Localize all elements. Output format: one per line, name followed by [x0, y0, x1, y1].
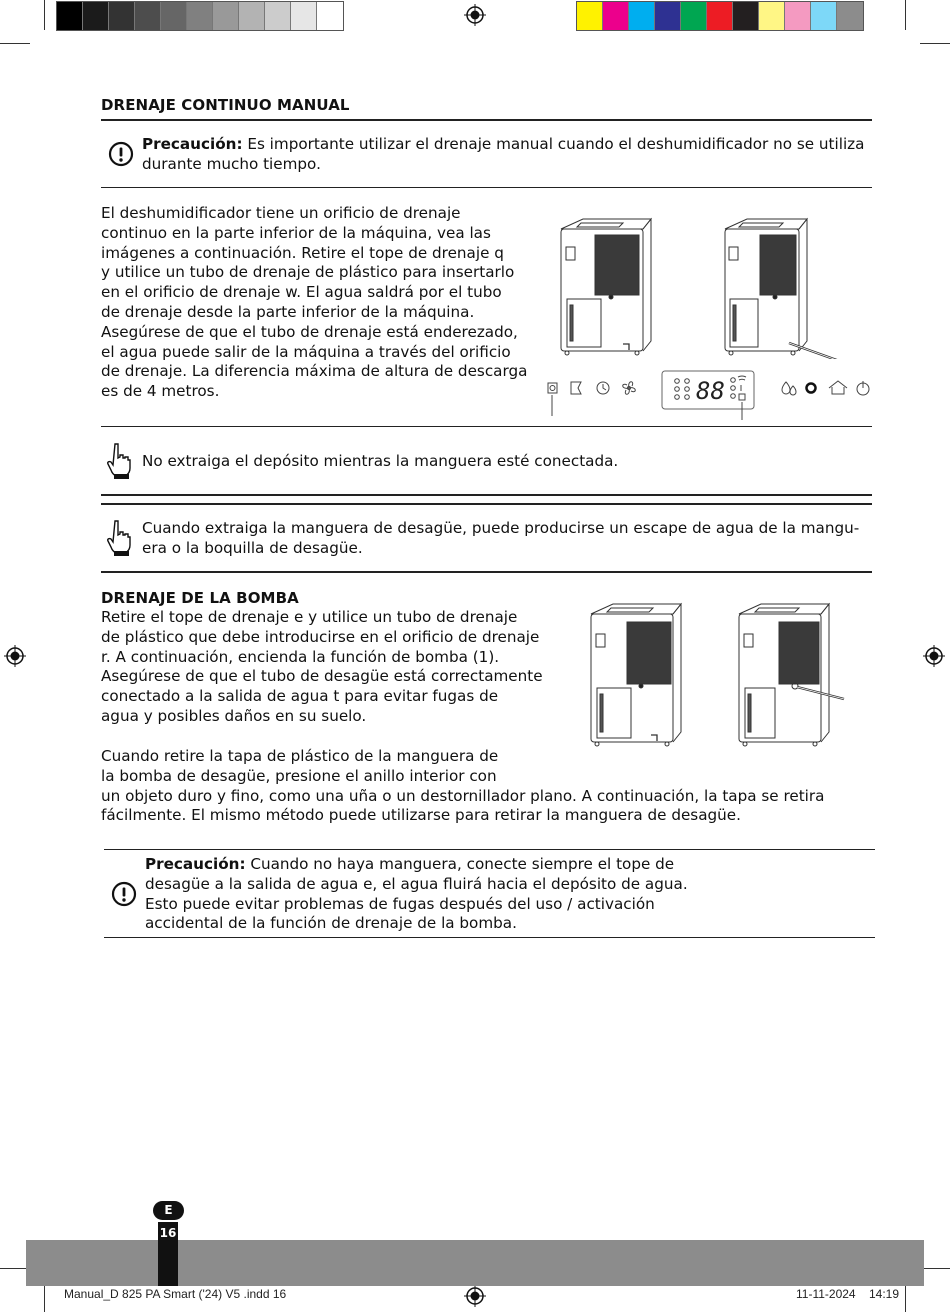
note-line: Cuando extraiga la manguera de desagüe, puede producirse un escape de agua de la mangu-: [142, 519, 860, 537]
slug-date: 11-11-2024: [796, 1287, 856, 1301]
process-swatch: [577, 2, 603, 30]
pointing-hand-icon: [106, 442, 132, 480]
control-panel-illustration: [544, 366, 874, 420]
caution-line: durante mucho tiempo.: [142, 154, 321, 173]
caution-line: Es importante utilizar el drenaje manual cuando el deshumidificador no se utiliza: [242, 135, 865, 153]
body-line: el agua puede salir de la máquina a través del orificio: [101, 342, 511, 361]
body-line: y utilice un tubo de drenaje de plástico para insertarlo: [101, 263, 515, 282]
body-line: en el orificio de drenaje w. El agua saldrá por el tubo: [101, 283, 502, 302]
crop-mark: [0, 43, 30, 44]
registration-mark-icon: [4, 645, 26, 667]
registration-mark-icon: [923, 645, 945, 667]
crop-mark: [920, 43, 950, 44]
note-hose-text: [142, 519, 859, 559]
body-line: r. A continuación, encienda la función de bomba (1).: [101, 647, 500, 666]
gray-swatch: [265, 2, 291, 30]
process-swatch: [707, 2, 733, 30]
dehumidifier-rear-illustration: [553, 213, 853, 359]
caution-label: Precaución:: [142, 135, 243, 153]
divider: [101, 503, 872, 505]
body-line: un objeto duro y fino, como una uña o un destornillador plano. A continuación, la tapa se retira: [101, 786, 825, 805]
note-tank-text: No extraiga el depósito mientras la manguera esté conectada.: [142, 452, 619, 470]
gray-swatch: [135, 2, 161, 30]
gray-swatch: [83, 2, 109, 30]
slug-file-name: Manual_D 825 PA Smart ('24) V5 .indd 16: [64, 1287, 287, 1301]
body-line: la bomba de desagüe, presione el anillo interior con: [101, 766, 497, 785]
gray-swatch: [161, 2, 187, 30]
process-swatch: [655, 2, 681, 30]
body-line: Asegúrese de que el tubo de drenaje está enderezado,: [101, 322, 518, 341]
note-line: era o la boquilla de desagüe.: [142, 538, 363, 557]
caution-line: desagüe a la salida de agua e, el agua fluirá hacia el depósito de agua.: [145, 874, 688, 893]
caution-icon: [111, 881, 137, 907]
caution-line: Cuando no haya manguera, conecte siempre el tope de: [245, 855, 675, 873]
process-swatch: [733, 2, 759, 30]
crop-mark: [905, 0, 906, 30]
language-badge: E: [153, 1201, 184, 1220]
body-line: Asegúrese de que el tubo de desagüe está correctamente: [101, 667, 543, 686]
body-text-pump-drain: [101, 608, 543, 727]
caution-label: Precaución:: [145, 855, 246, 873]
caution-icon: [108, 141, 134, 167]
divider: [101, 187, 872, 188]
gray-swatch: [213, 2, 239, 30]
divider: [101, 426, 872, 427]
divider: [101, 119, 872, 121]
process-swatch: [603, 2, 629, 30]
body-line: de drenaje desde la parte inferior de la máquina.: [101, 302, 475, 321]
body-line: El deshumidificador tiene un orificio de drenaje: [101, 204, 461, 222]
gray-swatch: [291, 2, 317, 30]
process-swatch: [759, 2, 785, 30]
body-line: Retire el tope de drenaje e y utilice un tubo de drenaje: [101, 608, 518, 626]
caution-text: [145, 855, 688, 934]
body-text-hose-cap: [101, 747, 824, 826]
divider: [104, 937, 875, 938]
slug-time: 14:19: [869, 1287, 900, 1301]
section-heading-continuous-drain: DRENAJE CONTINUO MANUAL: [101, 96, 350, 114]
crop-mark: [920, 1268, 950, 1269]
divider: [104, 849, 875, 850]
gray-swatch: [57, 2, 83, 30]
gray-swatch: [109, 2, 135, 30]
gray-swatch: [317, 2, 343, 30]
body-text-continuous-drain: [101, 204, 527, 402]
divider: [101, 571, 872, 573]
caution-line: Esto puede evitar problemas de fugas después del uso / activación: [145, 894, 655, 913]
process-swatch: [837, 2, 863, 30]
registration-mark-icon: [464, 1285, 486, 1307]
dehumidifier-pump-illustration: [586, 598, 851, 750]
display-digits: 88: [696, 377, 725, 405]
page-number: 16: [159, 1226, 177, 1240]
body-line: de drenaje. La diferencia máxima de altura de descarga: [101, 362, 528, 381]
gray-swatch: [239, 2, 265, 30]
process-swatch: [811, 2, 837, 30]
crop-mark: [44, 0, 45, 30]
gray-swatch: [187, 2, 213, 30]
body-line: de plástico que debe introducirse en el orificio de drenaje: [101, 627, 540, 646]
caution-text: [142, 135, 864, 175]
body-line: es de 4 metros.: [101, 382, 220, 401]
body-line: fácilmente. El mismo método puede utilizarse para retirar la manguera de desagüe.: [101, 806, 741, 825]
process-color-bar: [576, 1, 864, 31]
gray-color-bar: [56, 1, 344, 31]
body-line: imágenes a continuación. Retire el tope de drenaje q: [101, 243, 504, 262]
body-line: conectado a la salida de agua t para evitar fugas de: [101, 687, 499, 706]
process-swatch: [785, 2, 811, 30]
caution-line: accidental de la función de drenaje de la bomba.: [145, 914, 517, 933]
divider: [101, 494, 872, 496]
process-swatch: [629, 2, 655, 30]
body-line: agua y posibles daños en su suelo.: [101, 706, 367, 725]
pointing-hand-icon: [106, 519, 132, 557]
process-swatch: [681, 2, 707, 30]
registration-mark-icon: [464, 4, 486, 26]
crop-mark: [44, 1282, 45, 1312]
body-line: Cuando retire la tapa de plástico de la manguera de: [101, 747, 499, 765]
crop-mark: [905, 1282, 906, 1312]
body-line: continuo en la parte inferior de la máquina, vea las: [101, 223, 491, 242]
section-heading-pump-drain: DRENAJE DE LA BOMBA: [101, 589, 299, 607]
